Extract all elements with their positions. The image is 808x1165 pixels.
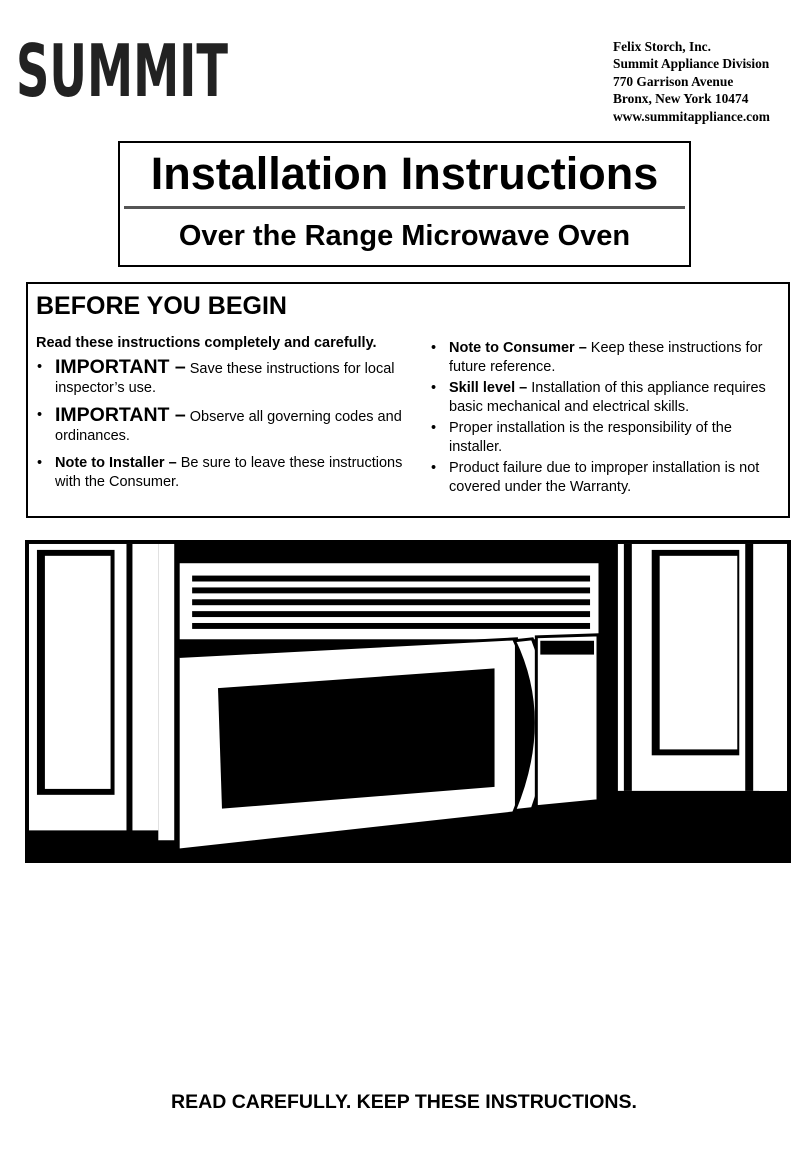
item-lead: IMPORTANT –	[55, 404, 186, 426]
company-city: Bronx, New York 10474	[613, 91, 749, 107]
left-column	[34, 358, 404, 500]
bullet: •	[37, 359, 43, 375]
right-column	[428, 339, 780, 499]
before-you-begin-heading: BEFORE YOU BEGIN	[36, 292, 287, 320]
list-item	[34, 454, 404, 492]
item-text: Keep these instructions for future reference.	[449, 340, 763, 375]
page-title: Installation Instructions	[150, 148, 659, 199]
item-lead: Note to Consumer –	[449, 340, 587, 356]
title-box	[118, 141, 691, 267]
item-lead: Skill level –	[449, 380, 528, 396]
list-item	[428, 339, 780, 377]
control-panel	[536, 635, 598, 807]
before-you-begin-intro: Read these instructions completely and carefully.	[36, 335, 377, 351]
bullet: •	[37, 455, 43, 471]
summit-logo	[14, 29, 230, 113]
company-name: Felix Storch, Inc.	[613, 39, 711, 54]
item-text: Save these instructions for local inspector’s use.	[55, 361, 395, 396]
list-item	[34, 358, 404, 398]
list-item	[34, 406, 404, 446]
list-item	[428, 379, 780, 417]
logo-text: SUMMIT	[16, 29, 228, 113]
company-street: 770 Garrison Avenue	[613, 73, 734, 89]
before-you-begin-box	[26, 282, 790, 518]
item-lead: IMPORTANT –	[55, 356, 186, 378]
list-item	[428, 459, 780, 497]
company-website[interactable]: www.summitappliance.com	[613, 108, 770, 124]
left-cabinet	[29, 544, 174, 840]
item-text: Product failure due to improper installation is not covered under the Warranty.	[449, 460, 760, 495]
item-text: Be sure to leave these instructions with the Consumer.	[55, 455, 403, 490]
item-text: Installation of this appliance requires basic mechanical and electrical skills.	[449, 380, 766, 415]
bullet: •	[37, 407, 43, 423]
vent-grille	[178, 562, 600, 641]
page-subtitle: Over the Range Microwave Oven	[178, 220, 631, 252]
list-item	[428, 419, 780, 457]
microwave-illustration	[25, 540, 791, 863]
bullet: •	[431, 420, 437, 436]
title-divider	[124, 206, 685, 209]
right-cabinet	[618, 544, 787, 791]
footer-notice: READ CAREFULLY. KEEP THESE INSTRUCTIONS.	[171, 1091, 637, 1113]
company-division: Summit Appliance Division	[613, 56, 770, 72]
bullet: •	[431, 380, 437, 396]
item-text: Observe all governing codes and ordinances.	[55, 409, 402, 444]
item-lead: Note to Installer –	[55, 455, 177, 471]
bullet: •	[431, 340, 437, 356]
oven-door	[178, 639, 516, 850]
company-address	[613, 38, 803, 125]
item-text: Proper installation is the responsibility of the installer.	[449, 420, 732, 455]
bullet: •	[431, 460, 437, 476]
